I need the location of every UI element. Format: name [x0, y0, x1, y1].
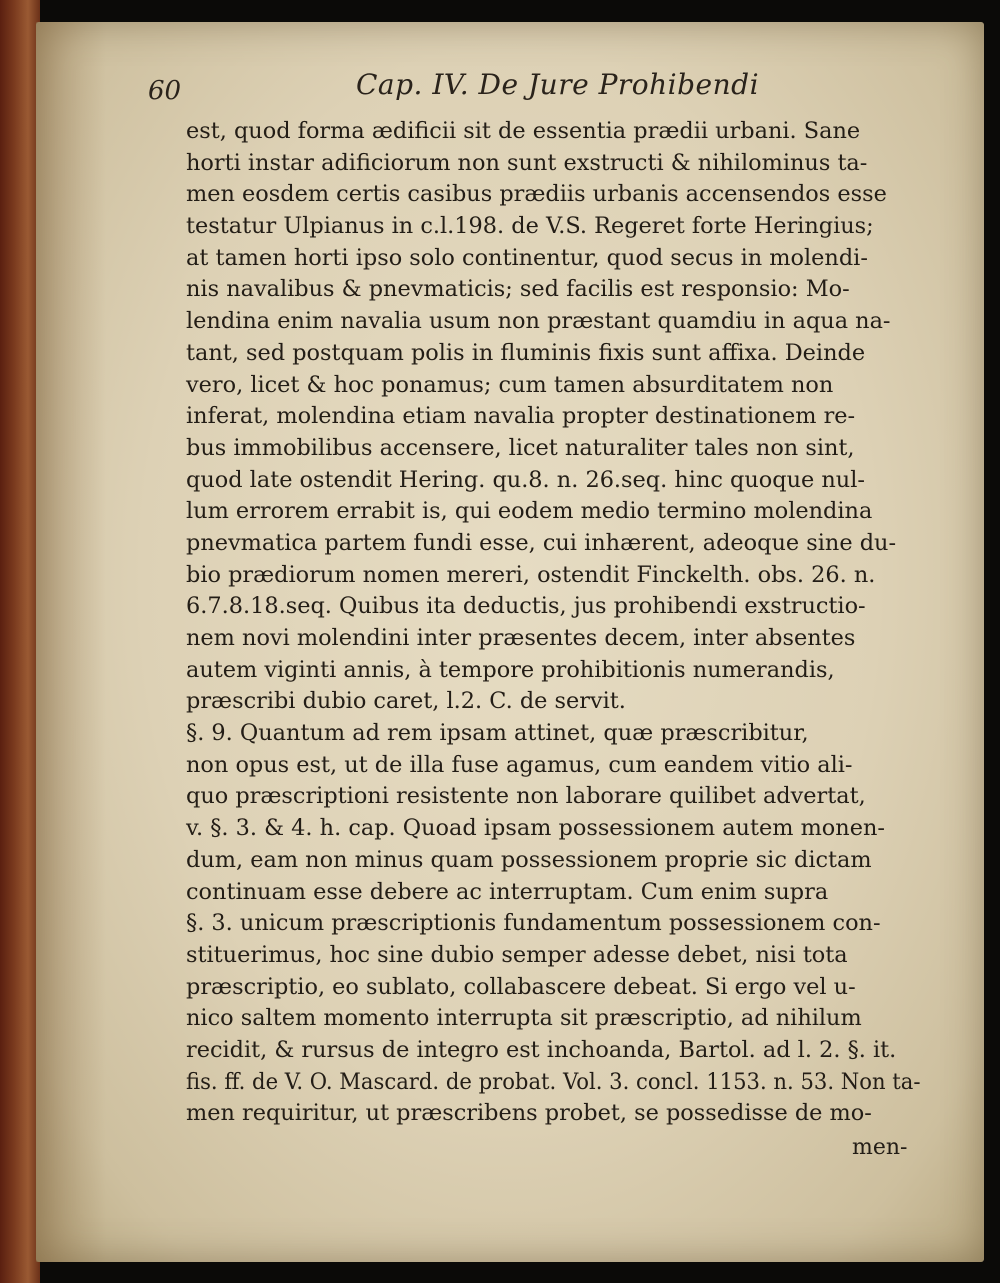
- text-line: præscribi dubio caret, l.2. C. de servit.: [186, 688, 626, 715]
- text-line: inferat, molendina etiam navalia propter destinationem re-: [186, 403, 856, 430]
- text-line: lendina enim navalia usum non præstant quamdiu in aqua na-: [186, 308, 891, 335]
- text-line: lum errorem errabit is, qui eodem medio termino molendina: [186, 498, 873, 525]
- text-line: quod late ostendit Hering. qu.8. n. 26.seq. hinc quoque nul-: [186, 466, 865, 493]
- text-line: men requiritur, ut præscribens probet, se possedisse de mo-: [186, 1100, 872, 1127]
- text-line: bus immobilibus accensere, licet naturaliter tales non sint,: [186, 434, 855, 461]
- text-line: at tamen horti ipso solo continentur, quod secus in molendi-: [186, 244, 868, 271]
- text-line: dum, eam non minus quam possessionem proprie sic dictam: [186, 846, 872, 873]
- text-line: autem viginti annis, à tempore prohibitionis numerandis,: [186, 656, 835, 683]
- text-line: v. §. 3. & 4. h. cap. Quoad ipsam possessionem autem monen-: [186, 815, 885, 842]
- text-line: præscriptio, eo sublato, collabascere debeat. Si ergo vel u-: [186, 973, 856, 1000]
- text-line: fis. ff. de V. O. Mascard. de probat. Vol. 3. concl. 1153. n. 53. Non ta-: [186, 1068, 921, 1095]
- text-line: horti instar adificiorum non sunt exstructi & nihilominus ta-: [186, 149, 868, 176]
- page-header: [148, 64, 760, 106]
- text-line: bio prædiorum nomen mereri, ostendit Finckelth. obs. 26. n.: [186, 561, 876, 588]
- text-line: continuam esse debere ac interruptam. Cum enim supra: [186, 878, 829, 905]
- text-line: §. 9. Quantum ad rem ipsam attinet, quæ præscribitur,: [186, 720, 809, 747]
- book-binding-edge: [0, 0, 40, 1283]
- running-head: Cap. IV. De Jure Prohibendi: [356, 68, 760, 101]
- text-line: est, quod forma ædificii sit de essentia prædii urbani. Sane: [186, 118, 861, 144]
- text-line: non opus est, ut de illa fuse agamus, cum eandem vitio ali-: [186, 751, 853, 778]
- catchword: men-: [852, 1135, 908, 1160]
- page-number: 60: [148, 76, 182, 106]
- text-line: 6.7.8.18.seq. Quibus ita deductis, jus prohibendi exstructio-: [186, 593, 866, 620]
- text-line: stituerimus, hoc sine dubio semper adesse debet, nisi tota: [186, 941, 848, 968]
- text-line: nico saltem momento interrupta sit præscriptio, ad nihilum: [186, 1005, 862, 1032]
- text-line: nem novi molendini inter præsentes decem, inter absentes: [186, 625, 856, 651]
- body-text: [186, 116, 921, 1130]
- text-line: tant, sed postquam polis in fluminis fixis sunt affixa. Deinde: [186, 339, 866, 366]
- text-line: §. 3. unicum præscriptionis fundamentum possessionem con-: [186, 910, 881, 937]
- text-line: men eosdem certis casibus prædiis urbanis accensendos esse: [186, 181, 887, 208]
- text-line: recidit, & rursus de integro est inchoanda, Bartol. ad l. 2. §. it.: [186, 1036, 897, 1063]
- text-line: testatur Ulpianus in c.l.198. de V.S. Regeret forte Heringius;: [186, 213, 874, 240]
- text-line: vero, licet & hoc ponamus; cum tamen absurditatem non: [186, 371, 834, 398]
- text-line: quo præscriptioni resistente non laborare quilibet advertat,: [186, 783, 866, 810]
- text-line: nis navalibus & pnevmaticis; sed facilis est responsio: Mo-: [186, 276, 850, 303]
- text-line: pnevmatica partem fundi esse, cui inhærent, adeoque sine du-: [186, 529, 897, 556]
